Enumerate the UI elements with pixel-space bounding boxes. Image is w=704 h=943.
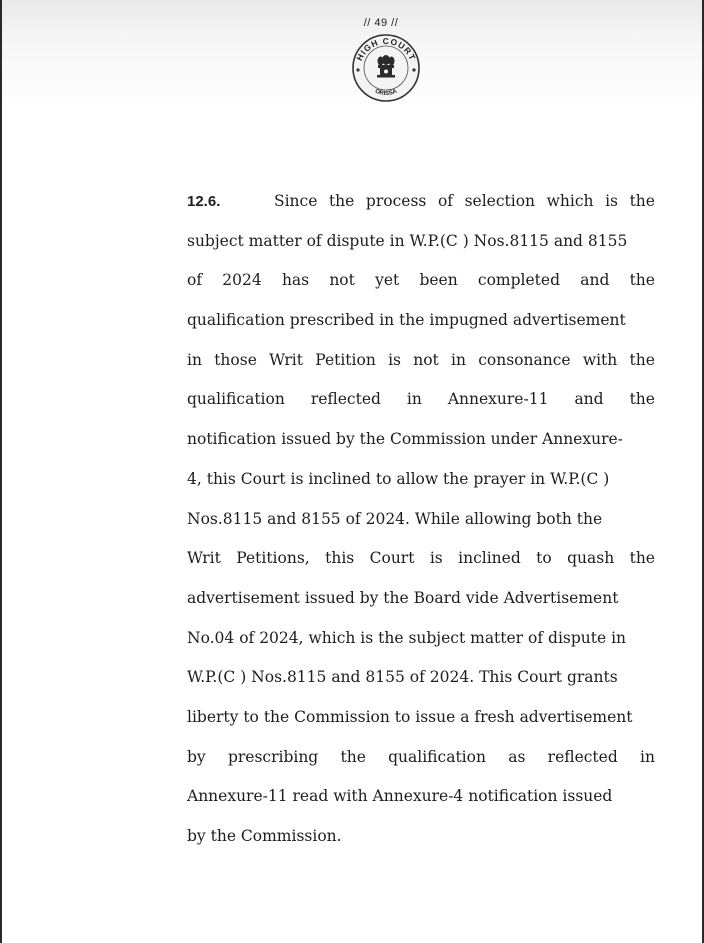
- line-text: Nos.8115 and 8155 of 2024. While allowing both the: [187, 509, 603, 528]
- word: the: [629, 549, 655, 568]
- text-line: [187, 658, 655, 698]
- word: by: [187, 747, 206, 766]
- word: qualification: [187, 390, 285, 409]
- word: process: [365, 192, 427, 210]
- word: in: [406, 390, 422, 409]
- text-line: [187, 738, 655, 778]
- word: yet: [375, 271, 400, 290]
- text-line: [187, 500, 655, 540]
- word: the: [629, 271, 655, 290]
- text-line: [187, 222, 655, 262]
- text-line: [187, 777, 655, 817]
- word: Since: [273, 192, 318, 210]
- state-emblem-icon: [349, 30, 423, 104]
- word: those: [214, 350, 257, 369]
- court-seal: [349, 30, 423, 104]
- word: Annexure-11: [447, 390, 549, 409]
- line-text: Annexure-11 read with Annexure-4 notification issued: [187, 787, 613, 806]
- word: in: [640, 747, 655, 766]
- text-line: [187, 420, 655, 460]
- seal-bottom-text: ORISSA: [374, 88, 398, 98]
- word: reflected: [310, 390, 381, 409]
- word: is: [605, 192, 618, 210]
- seal-top-text: HIGH COURT: [354, 35, 418, 63]
- word: quash: [567, 549, 615, 568]
- text-line: [187, 817, 655, 857]
- word: the: [328, 192, 355, 210]
- text-line: [187, 261, 655, 301]
- word: 2024: [222, 271, 262, 290]
- word: and: [574, 390, 604, 409]
- word: and: [580, 271, 610, 290]
- word: completed: [477, 271, 561, 290]
- paragraph-12-6: [187, 182, 655, 857]
- word: been: [419, 271, 458, 290]
- word: Writ: [187, 549, 221, 568]
- word: Petition: [315, 350, 376, 369]
- text-line: [187, 341, 655, 381]
- word: the: [629, 390, 655, 409]
- word: in: [451, 350, 466, 369]
- line-text: subject matter of dispute in W.P.(C ) Nos.8115 and 8155: [187, 231, 628, 250]
- word: of: [437, 192, 454, 210]
- paragraph-number: 12.6.: [187, 193, 221, 210]
- word: with: [582, 350, 618, 369]
- text-line: [187, 539, 655, 579]
- text-line: [187, 301, 655, 341]
- word: not: [329, 271, 355, 290]
- text-line: [187, 619, 655, 659]
- line-text: liberty to the Commission to issue a fresh advertisement: [187, 707, 633, 726]
- word: as: [508, 747, 526, 766]
- text-line: [187, 579, 655, 619]
- line-text: by the Commission.: [187, 827, 342, 845]
- word: not: [413, 350, 439, 369]
- word: the: [340, 747, 366, 766]
- word: this: [325, 549, 355, 568]
- word: of: [187, 271, 203, 290]
- word: the: [629, 192, 655, 210]
- line-text: advertisement issued by the Board vide Advertisement: [187, 588, 619, 607]
- line-text: W.P.(C ) Nos.8115 and 8155 of 2024. This Court grants: [187, 668, 618, 687]
- text-line: [187, 182, 655, 222]
- text-line: [187, 460, 655, 500]
- word: reflected: [547, 747, 618, 766]
- word: consonance: [478, 350, 571, 369]
- word: prescribing: [227, 747, 319, 766]
- word: qualification: [388, 747, 486, 766]
- page-number: // 49 //: [363, 17, 399, 29]
- word: Court: [369, 549, 415, 568]
- word: in: [187, 350, 202, 369]
- line-text: qualification prescribed in the impugned advertisement: [187, 311, 626, 330]
- word: inclined: [458, 549, 521, 568]
- text-line: [187, 698, 655, 738]
- word: Petitions,: [236, 549, 310, 568]
- word: to: [536, 549, 552, 568]
- text-line: [187, 380, 655, 420]
- word: selection: [464, 192, 536, 210]
- line-text: No.04 of 2024, which is the subject matter of dispute in: [187, 628, 627, 647]
- word: has: [281, 271, 310, 290]
- word: Writ: [269, 350, 303, 369]
- word: which: [546, 192, 594, 210]
- word: is: [388, 350, 401, 369]
- word: the: [629, 350, 655, 369]
- word: is: [429, 549, 443, 568]
- line-text: notification issued by the Commission under Annexure-: [187, 430, 623, 449]
- line-text: 4, this Court is inclined to allow the prayer in W.P.(C ): [187, 469, 610, 488]
